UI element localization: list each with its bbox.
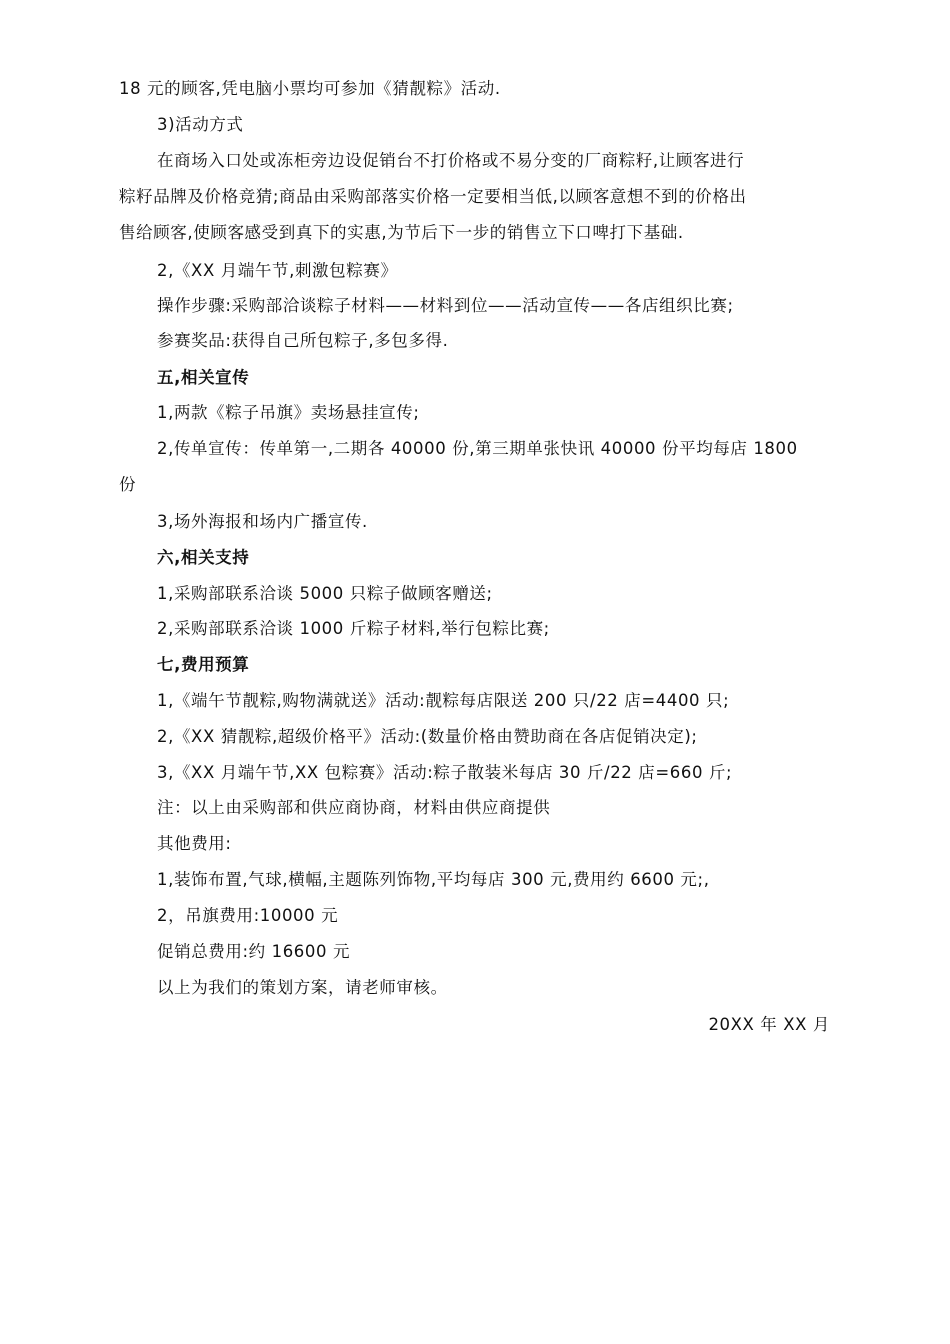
text-line: 售给顾客,使顾客感受到真下的实惠,为节后下一步的销售立下口啤打下基础.: [119, 223, 684, 242]
text-line: 1,两款《粽子吊旗》卖场悬挂宣传;: [157, 403, 420, 422]
text-line: 2,传单宣传：传单第一,二期各 40000 份,第三期单张快讯 40000 份平均每店 1800: [157, 439, 798, 458]
text-line: 1,装饰布置,气球,横幅,主题陈列饰物,平均每店 300 元,费用约 6600 元;,: [157, 870, 710, 889]
text-line: 3,《XX 月端午节,XX 包粽赛》活动:粽子散装米每店 30 斤/22 店=660 斤;: [157, 763, 733, 782]
text-line: 2,《XX 猜靓粽,超级价格平》活动:(数量价格由赞助商在各店促销决定);: [157, 727, 698, 746]
text-line: 3,场外海报和场内广播宣传.: [157, 512, 368, 531]
section-heading: 五,相关宣传: [157, 368, 250, 387]
text-line: 其他费用:: [157, 834, 232, 853]
text-line: 参赛奖品:获得自己所包粽子,多包多得.: [157, 331, 449, 350]
section-heading: 七,费用预算: [157, 655, 250, 674]
subsection-label: 3)活动方式: [157, 115, 244, 134]
text-line: 1,《端午节靓粽,购物满就送》活动:靓粽每店限送 200 只/22 店=4400 只;: [157, 691, 730, 710]
item-title: 2,《XX 月端午节,刺激包粽赛》: [157, 261, 398, 280]
total-cost-line: 促销总费用:约 16600 元: [157, 942, 351, 961]
note-line: 注：以上由采购部和供应商协商，材料由供应商提供: [157, 798, 551, 817]
section-heading: 六,相关支持: [157, 548, 250, 567]
text-line: 1,采购部联系洽谈 5000 只粽子做顾客赠送;: [157, 584, 493, 603]
text-line: 2，吊旗费用:10000 元: [157, 906, 339, 925]
text-line: 2,采购部联系洽谈 1000 斤粽子材料,举行包粽比赛;: [157, 619, 550, 638]
text-line: 份: [119, 475, 137, 494]
date-line: 20XX 年 XX 月: [708, 1015, 830, 1034]
text-line: 粽籽品牌及价格竞猜;商品由采购部落实价格一定要相当低,以顾客意想不到的价格出: [119, 187, 747, 206]
closing-line: 以上为我们的策划方案，请老师审核。: [157, 978, 448, 997]
text-line: 在商场入口处或冻柜旁边设促销台不打价格或不易分变的厂商粽籽,让顾客进行: [157, 151, 745, 170]
text-line: 操作步骤:采购部洽谈粽子材料——材料到位——活动宣传——各店组织比赛;: [157, 296, 734, 315]
text-line: 18 元的顾客,凭电脑小票均可参加《猜靓粽》活动.: [119, 79, 501, 98]
